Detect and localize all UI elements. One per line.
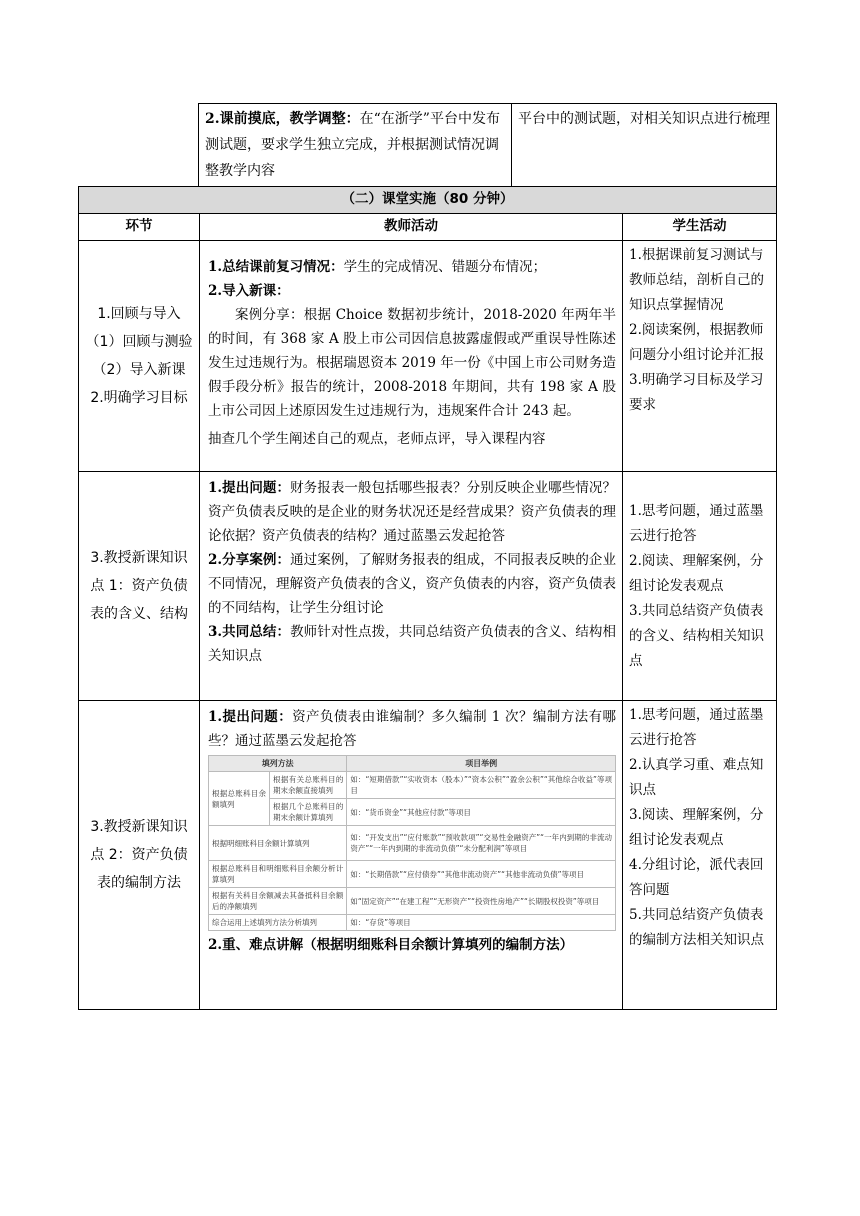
student-cell [623,241,777,472]
student-line: 1.思考问题，通过蓝墨云进行抢答 [629,707,764,748]
top-left-text: 在“在浙学”平台中发布测试题，要求学生独立完成，并根据测试情况调整教学内容 [205,111,500,179]
section-row [79,187,777,214]
stage-line: （1）回顾与测验 [85,334,193,350]
teacher-case: 案例分享：根据 Choice 数据初步统计，2018-2020 年两年半的时间，有 368 家 A 股上市公司因信息披露虚假或严重误导性陈述发生过违规行为。根据瑞恩资本 2019 年一份《中国上市公司财务造假手段分析》报告的统计，2008-2018 年期间，共有 198 家 A 股上市公司因上述原因发生过违规行为，违规案件合计 243 起。 [208,307,616,419]
method-sub: 根据有关总账科目的期末余额直接填列 [270,772,347,799]
method-type: 综合运用上述填列方法分析填列 [209,915,347,931]
method-example: 如：“开发支出”“应付账款”“预收款项”“交易性金融资产”“一年内到期的非流动资产”“一年内到期的非流动负债”“未分配利润”等项目 [347,826,616,861]
stage-line: （2）导入新课 [92,362,186,378]
top-left-cell [199,104,512,187]
teacher-text: 通过案例，了解财务报表的组成，不同报表反映的企业不同情况，理解资产负债表的含义，资产负债表的内容，资产负债表的不同结构，让学生分组讨论 [208,552,617,616]
method-header-left: 填列方法 [209,756,347,772]
stage-line: 3.教授新课知识 [90,819,188,835]
top-left-bold: 2.课前摸底，教学调整： [205,111,360,127]
top-right-cell [512,104,777,187]
table-row [79,241,777,472]
section-title: （二）课堂实施（80 分钟） [79,187,777,214]
method-header-row [209,756,616,772]
header-row [79,214,777,241]
stage-line: 2.明确学习目标 [90,390,188,406]
method-row [209,826,616,861]
teacher-cell [200,241,623,472]
stage-line: 点 2：资产负债 [90,847,188,863]
student-line: 3.共同总结资产负债表的含义、结构相关知识点 [629,602,764,669]
method-row [209,915,616,931]
stage-line: 3.教授新课知识 [90,550,188,566]
top-right-text: 平台中的测试题，对相关知识点进行梳理 [518,111,770,127]
method-type: 根据总账科目余额填列 [209,772,270,826]
method-row [209,772,616,799]
method-example: 如：“短期借款”“实收资本（股本）”“资本公积”“盈余公积”“其他综合收益”等项目 [347,772,616,799]
teacher-bold: 3.共同总结： [208,624,291,640]
student-line: 3.明确学习目标及学习要求 [629,372,764,413]
teacher-bold: 1.提出问题： [208,709,293,725]
method-type: 根据总账科目和明细账科目余额分析计算填列 [209,861,347,888]
student-line: 4.分组讨论，派代表回答问题 [629,857,764,898]
method-header-right: 项目举例 [347,756,616,772]
teacher-text: 学生的完成情况、错题分布情况； [343,259,547,275]
classroom-implementation-table [78,186,777,1010]
teacher-cell [200,701,623,1010]
teacher-text: 财务报表一般包括哪些报表？分别反映企业哪些情况？资产负债表反映的是企业的财务状况还是经营成果？资产负债表的理论依据？资产负债表的结构？通过蓝墨云发起抢答 [208,480,617,544]
stage-line: 点 1：资产负债 [90,578,188,594]
stage-cell [79,701,200,1010]
top-continuation-table [198,103,777,187]
stage-line: 表的编制方法 [97,875,181,891]
student-cell [623,472,777,701]
method-row [209,888,616,915]
student-cell [623,701,777,1010]
method-example: 如：“存货”等项目 [347,915,616,931]
student-line: 2.认真学习重、难点知识点 [629,757,764,798]
table-row [79,472,777,701]
teacher-text: 资产负债表由谁编制？多久编制 1 次？编制方法有哪些？通过蓝墨云发起抢答 [208,709,616,749]
teacher-bold: 2.分享案例： [208,552,291,568]
method-sub: 根据几个总账科目的期末余额计算填列 [270,799,347,826]
teacher-cell [200,472,623,701]
student-line: 2.阅读案例，根据教师问题分小组讨论并汇报 [629,322,764,363]
student-line: 1.根据课前复习测试与教师总结，剖析自己的知识点掌握情况 [629,247,764,313]
teacher-bold: 1.总结课前复习情况： [208,259,344,275]
student-line: 2.阅读、理解案例，分组讨论发表观点 [629,552,764,594]
stage-line: 1.回顾与导入 [97,306,181,322]
student-line: 1.思考问题，通过蓝墨云进行抢答 [629,502,764,544]
fill-method-image-table [208,755,616,931]
method-row [209,799,616,826]
teacher-text: 抽查几个学生阐述自己的观点，老师点评，导入课程内容 [208,431,546,447]
teacher-bold: 2.重、难点讲解（根据明细账科目余额计算填列的编制方法） [208,937,574,953]
method-example: 如：“货币资金”“其他应付款”等项目 [347,799,616,826]
student-line: 3.阅读、理解案例，分组讨论发表观点 [629,807,764,848]
method-row [209,861,616,888]
teacher-bold: 2.导入新课： [208,283,290,299]
header-student: 学生活动 [623,214,777,241]
student-line: 5.共同总结资产负债表的编制方法相关知识点 [629,907,764,948]
stage-line: 表的含义、结构 [90,606,188,622]
method-type: 根据明细账科目余额计算填列 [209,826,347,861]
stage-cell [79,241,200,472]
stage-cell [79,472,200,701]
header-teacher: 教师活动 [200,214,623,241]
teacher-text: 教师针对性点拨，共同总结资产负债表的含义、结构相关知识点 [208,624,617,664]
method-type: 根据有关科目余额减去其备抵科目余额后的净额填列 [209,888,347,915]
teacher-bold: 1.提出问题： [208,480,291,496]
header-stage: 环节 [79,214,200,241]
method-example: 如：“长期借款”“应付债券”“其他非流动资产”“其他非流动负债”等项目 [347,861,616,888]
table-row [79,701,777,1010]
method-example: 如“固定资产”“在建工程”“无形资产”“投资性房地产”“长期股权投资”等项目 [347,888,616,915]
